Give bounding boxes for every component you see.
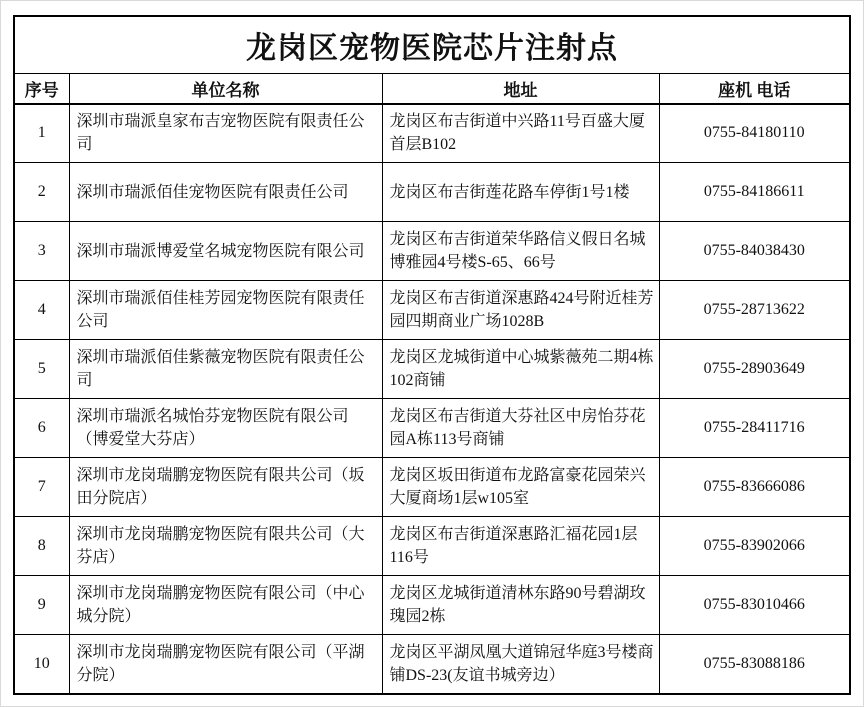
phone-cell: 0755-28411716 <box>659 399 850 458</box>
unit-name-cell: 深圳市瑞派名城怡芬宠物医院有限公司（博爱堂大芬店） <box>69 399 382 458</box>
phone-cell: 0755-28713622 <box>659 281 850 340</box>
row-index-cell: 6 <box>14 399 69 458</box>
phone-cell: 0755-83902066 <box>659 517 850 576</box>
table-row <box>14 104 850 163</box>
row-index-cell: 4 <box>14 281 69 340</box>
address-cell: 龙岗区布吉街道深惠路424号附近桂芳园四期商业广场1028B <box>382 281 659 340</box>
address-cell: 龙岗区布吉街莲花路车停街1号1楼 <box>382 163 659 222</box>
col-header-unit-name: 单位名称 <box>69 73 382 104</box>
phone-cell: 0755-84038430 <box>659 222 850 281</box>
unit-name-cell: 深圳市龙岗瑞鹏宠物医院有限公司（中心城分院） <box>69 576 382 635</box>
table-row <box>14 281 850 340</box>
address-cell: 龙岗区龙城街道清林东路90号碧湖玫瑰园2栋 <box>382 576 659 635</box>
unit-name-cell: 深圳市龙岗瑞鹏宠物医院有限共公司（坂田分院店） <box>69 458 382 517</box>
unit-name-cell: 深圳市瑞派博爱堂名城宠物医院有限公司 <box>69 222 382 281</box>
phone-cell: 0755-83010466 <box>659 576 850 635</box>
col-header-phone: 座机 电话 <box>659 73 850 104</box>
unit-name-cell: 深圳市瑞派佰佳紫薇宠物医院有限责任公司 <box>69 340 382 399</box>
col-header-address: 地址 <box>382 73 659 104</box>
row-index-cell: 3 <box>14 222 69 281</box>
phone-cell: 0755-83088186 <box>659 635 850 694</box>
unit-name-cell: 深圳市龙岗瑞鹏宠物医院有限公司（平湖分院） <box>69 635 382 694</box>
phone-cell: 0755-84180110 <box>659 104 850 163</box>
row-index-cell: 10 <box>14 635 69 694</box>
address-cell: 龙岗区平湖凤凰大道锦冠华庭3号楼商铺DS-23(友谊书城旁边） <box>382 635 659 694</box>
unit-name-cell: 深圳市瑞派佰佳桂芳园宠物医院有限责任公司 <box>69 281 382 340</box>
phone-cell: 0755-28903649 <box>659 340 850 399</box>
address-cell: 龙岗区布吉街道大芬社区中房怡芬花园A栋113号商铺 <box>382 399 659 458</box>
col-header-index: 序号 <box>14 73 69 104</box>
address-cell: 龙岗区龙城街道中心城紫薇苑二期4栋102商铺 <box>382 340 659 399</box>
table-title: 龙岗区宠物医院芯片注射点 <box>14 16 850 73</box>
header-row <box>14 73 850 104</box>
row-index-cell: 1 <box>14 104 69 163</box>
unit-name-cell: 深圳市龙岗瑞鹏宠物医院有限共公司（大芬店） <box>69 517 382 576</box>
table-row <box>14 340 850 399</box>
table-row <box>14 222 850 281</box>
address-cell: 龙岗区坂田街道布龙路富豪花园荣兴大厦商场1层w105室 <box>382 458 659 517</box>
address-cell: 龙岗区布吉街道荣华路信义假日名城博雅园4号楼S-65、66号 <box>382 222 659 281</box>
table-row <box>14 576 850 635</box>
table-body <box>14 104 850 694</box>
pet-hospital-chip-table <box>13 15 851 695</box>
row-index-cell: 8 <box>14 517 69 576</box>
phone-cell: 0755-84186611 <box>659 163 850 222</box>
address-cell: 龙岗区布吉街道深惠路汇福花园1层116号 <box>382 517 659 576</box>
table-row <box>14 163 850 222</box>
table-row <box>14 517 850 576</box>
table-row <box>14 458 850 517</box>
row-index-cell: 5 <box>14 340 69 399</box>
row-index-cell: 9 <box>14 576 69 635</box>
phone-cell: 0755-83666086 <box>659 458 850 517</box>
title-row <box>14 16 850 73</box>
unit-name-cell: 深圳市瑞派皇家布吉宠物医院有限责任公司 <box>69 104 382 163</box>
address-cell: 龙岗区布吉街道中兴路11号百盛大厦首层B102 <box>382 104 659 163</box>
table-row <box>14 635 850 694</box>
row-index-cell: 2 <box>14 163 69 222</box>
row-index-cell: 7 <box>14 458 69 517</box>
unit-name-cell: 深圳市瑞派佰佳宠物医院有限责任公司 <box>69 163 382 222</box>
table-row <box>14 399 850 458</box>
